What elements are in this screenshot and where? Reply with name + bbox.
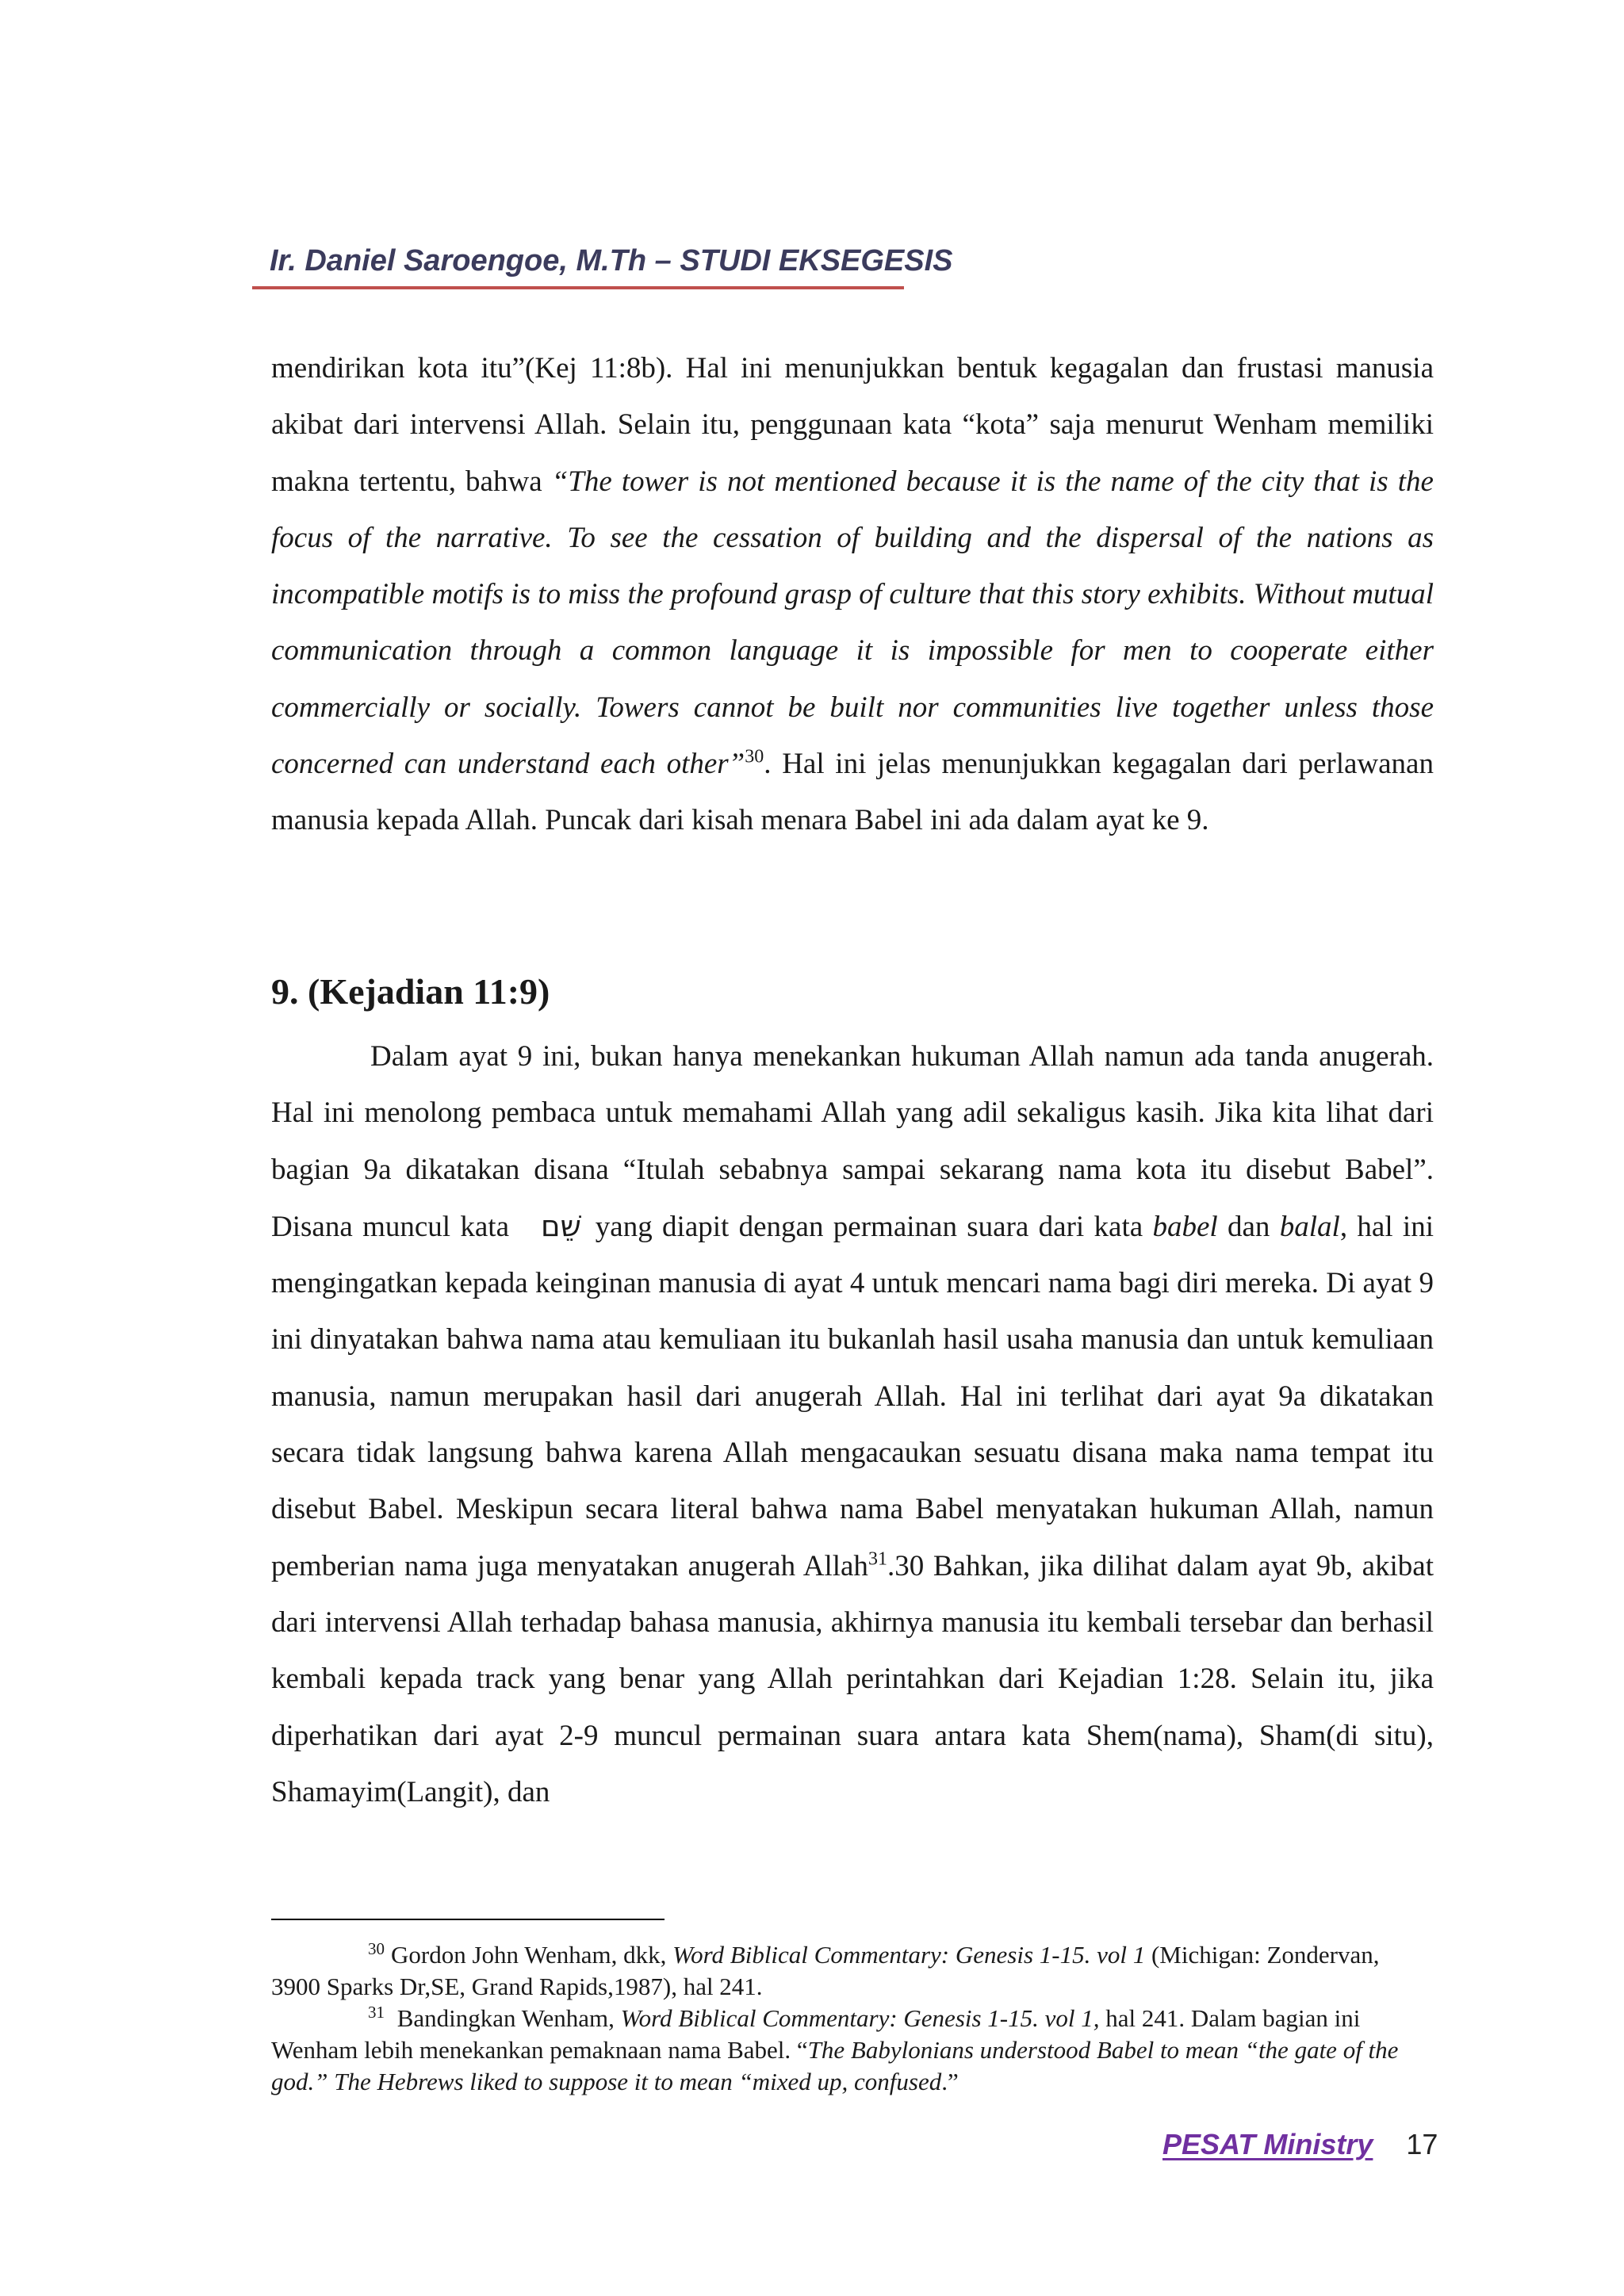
paragraph-2-text: Dalam ayat 9 ini, bukan hanya menekankan hukuman Allah namun ada tanda anugerah. Hal ini menolong pembaca untuk memahami Allah yang adil sekaligus kasih. Jika kita lihat dari bagian 9a dikatakan disana “Itulah sebabnya sampai sekarang nama kota itu disebut Babel”. Disana muncul kata — [271, 1040, 1434, 1243]
paragraph-2-text-c: dan — [1217, 1210, 1280, 1243]
paragraph-1-tail: . Hal ini jelas menunjukkan kegagalan dari perlawanan manusia kepada Allah. Puncak dari kisah menara Babel ini ada dalam ayat ke 9. — [271, 748, 1434, 837]
ministry-name: PESAT Ministry — [1162, 2128, 1373, 2160]
term-babel: babel — [1152, 1210, 1218, 1243]
paragraph-1-text: mendirikan kota itu”(Kej 11:8b). Hal ini menunjukkan bentuk kegagalan dan frustasi manusia akibat dari intervensi Allah. Selain itu, penggunaan kata “kota” saja menurut Wenham memiliki makna tertentu, bahwa — [271, 352, 1434, 498]
running-header: Ir. Daniel Saroengoe, M.Th – STUDI EKSEGESIS — [270, 244, 953, 277]
footnote-text: hal 241. Dalam bagian ini Wenham lebih menekankan pemaknaan nama Babel. “ — [271, 2004, 1361, 2064]
footnote-number: 30 — [368, 1938, 385, 1958]
paragraph-2-text-e: .30 Bahkan, jika dilihat dalam ayat 9b, akibat dari intervensi Allah terhadap bahasa manusia, akhirnya manusia itu kembali tersebar dan berhasil kembali kepada track yang benar yang Allah perintahkan dari Kejadian 1:28. Selain itu, jika diperhatikan dari ayat 2-9 muncul permainan suara antara kata Shem(nama), Sham(di situ), Shamayim(Langit), dan — [271, 1549, 1434, 1808]
footnote-number: 31 — [368, 2002, 385, 2022]
header-rule — [252, 286, 904, 289]
footnote-text: (Michigan: Zondervan, 3900 Sparks Dr,SE, Grand Rapids,1987), hal 241. — [271, 1941, 1380, 2000]
footnote-30 — [271, 1939, 1413, 2003]
footnote-text: .” — [941, 2068, 959, 2095]
footnote-book-title: Word Biblical Commentary: Genesis 1-15. vol 1 — [672, 1941, 1146, 1969]
footnote-31 — [271, 2003, 1413, 2098]
footnote-ref-30[interactable]: 30 — [745, 746, 764, 767]
paragraph-2 — [271, 1028, 1434, 1820]
footnote-separator — [271, 1919, 665, 1920]
page-footer — [1162, 2128, 1438, 2161]
footnote-text: Bandingkan Wenham, — [391, 2004, 621, 2032]
wenham-quote: “The tower is not mentioned because it is the name of the city that is the focus of the narrative. To see the cessation of building and the dispersal of the nations as incompatible motifs is to miss the profound grasp of culture that this story exhibits. Without mutual communication through a common language it is impossible for men to cooperate either commercially or socially. Towers cannot be built nor communities live together unless those concerned can understand each other” — [271, 465, 1434, 781]
page-number: 17 — [1406, 2128, 1438, 2160]
term-balal: balal — [1279, 1210, 1340, 1243]
section-heading: 9. (Kejadian 11:9) — [271, 971, 550, 1012]
footnotes — [271, 1939, 1413, 2098]
paragraph-2-text-b: yang diapit dengan permainan suara dari kata — [595, 1210, 1153, 1243]
hebrew-word: שֵׁם — [541, 1208, 581, 1243]
footnote-quote: The Babylonians understood Babel to mean “the gate of the god.” The Hebrews liked to suppose it to mean “mixed up, confused — [271, 2036, 1399, 2095]
paragraph-2-text-d: , hal ini mengingatkan kepada keinginan manusia di ayat 4 untuk mencari nama bagi diri mereka. Di ayat 9 ini dinyatakan bahwa nama atau kemuliaan itu bukanlah hasil usaha manusia dan untuk kemuliaan manusia, namun merupakan hasil dari anugerah Allah. Hal ini terlihat dari ayat 9a dikatakan secara tidak langsung bahwa karena Allah mengacaukan sesuatu disana maka nama tempat itu disebut Babel. Meskipun secara literal bahwa nama Babel menyatakan hukuman Allah, namun pemberian nama juga menyatakan anugerah Allah — [271, 1210, 1434, 1582]
footnote-ref-31[interactable]: 31 — [868, 1548, 887, 1570]
footnote-text: Gordon John Wenham, dkk, — [391, 1941, 673, 1969]
footnote-book-title: Word Biblical Commentary: Genesis 1-15. vol 1, — [620, 2004, 1100, 2032]
paragraph-1 — [271, 340, 1434, 849]
